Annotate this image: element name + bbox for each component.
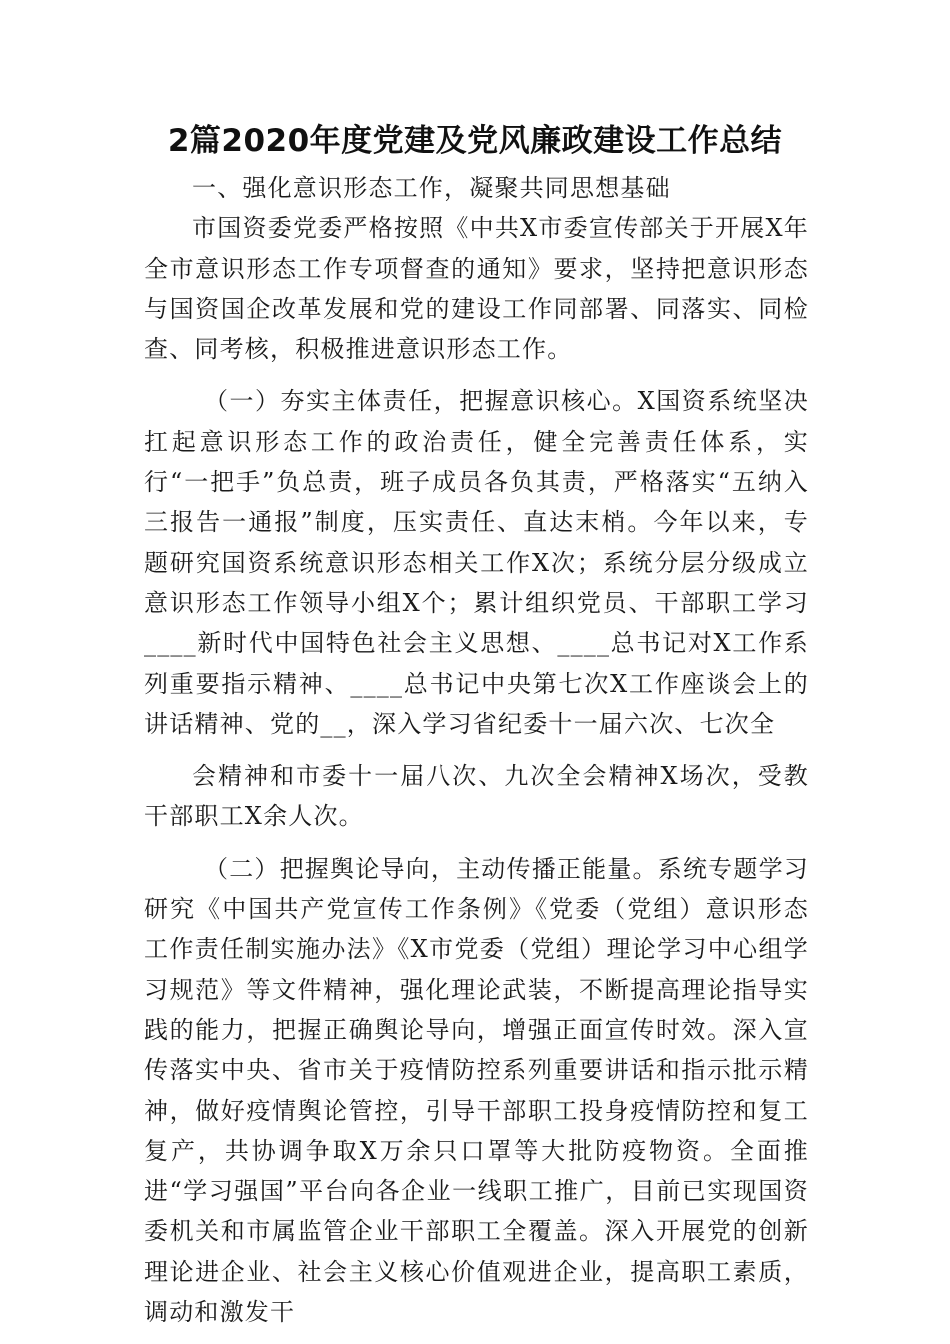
section-heading: 一、强化意识形态工作，凝聚共同思想基础: [192, 174, 671, 202]
paragraph-gap: [144, 744, 809, 756]
paragraph-subsection-1: （一）夯实主体责任，把握意识核心。X国资系统坚决扛起意识形态工作的政治责任，健全完善责任体系，实行“一把手”负总责，班子成员各负其责，严格落实“五纳入三报告一通报”制度，压实责任、直达末梢。今年以来，专题研究国资系统意识形态相关工作X次；系统分层分级成立意识形态工作领导小组X个；累计组织党员、干部职工学习____新时代中国特色社会主义思想、____总书记对X工作系列重要指示精神、____总书记中央第七次X工作座谈会上的讲话精神、党的__，深入学习省纪委十一届六次、七次全: [144, 387, 809, 738]
paragraph-intro: 市国资委党委严格按照《中共X市委宣传部关于开展X年全市意识形态工作专项督查的通知》要求，坚持把意识形态与国资国企改革发展和党的建设工作同部署、同落实、同检查、同考核，积极推进意识形态工作。: [144, 214, 809, 364]
paragraph-gap: [144, 369, 809, 381]
paragraph-gap: [144, 837, 809, 849]
document-body: [144, 168, 809, 1332]
paragraph-subsection-2: （二）把握舆论导向，主动传播正能量。系统专题学习研究《中国共产党宣传工作条例》《党委（党组）意识形态工作责任制实施办法》《X市党委（党组）理论学习中心组学习规范》等文件精神，强化理论武装，不断提高理论指导实践的能力，把握正确舆论导向，增强正面宣传时效。深入宣传落实中央、省市关于疫情防控系列重要讲话和指示批示精神，做好疫情舆论管控，引导干部职工投身疫情防控和复工复产，共协调争取X万余只口罩等大批防疫物资。全面推进“学习强国”平台向各企业一线职工推广，目前已实现国资委机关和市属监管企业干部职工全覆盖。深入开展党的创新理论进企业、社会主义核心价值观进企业，提高职工素质，调动和激发干: [144, 854, 809, 1327]
paragraph-subsection-1-continued: 会精神和市委十一届八次、九次全会精神X场次，受教干部职工X余人次。: [144, 762, 809, 831]
document-title: 2篇2020年度党建及党风廉政建设工作总结: [167, 123, 783, 159]
